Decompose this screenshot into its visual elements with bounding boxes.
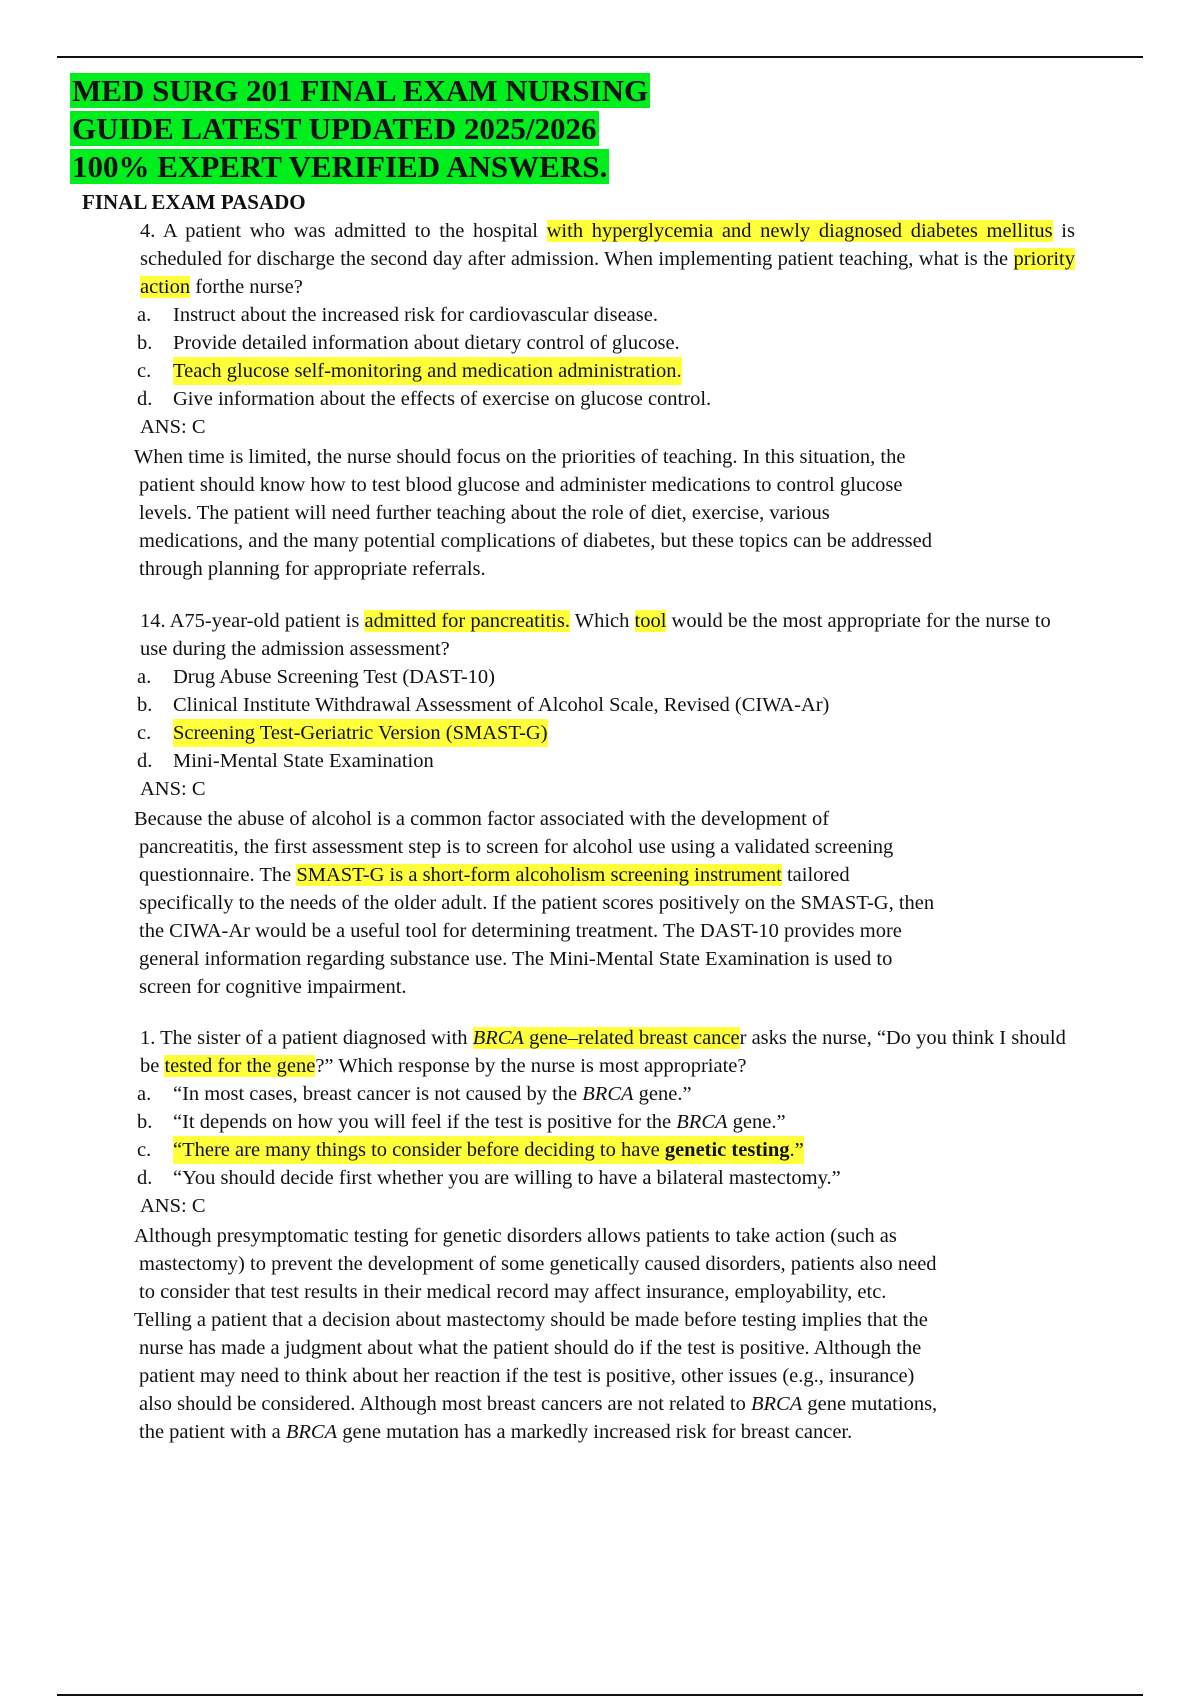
- rationale-line: Although presymptomatic testing for genetic disorders allows patients to take action (such as: [134, 1225, 897, 1247]
- option-text-correct: [173, 1136, 804, 1164]
- answer-options: [137, 1080, 1075, 1192]
- rationale-line: the CIWA-Ar would be a useful tool for determining treatment. The DAST-10 provides more: [139, 920, 902, 942]
- stem-highlight: [473, 1027, 740, 1049]
- option-text: [173, 1080, 692, 1108]
- option-letter: c.: [137, 1139, 152, 1161]
- answer-key: ANS: C: [140, 1195, 206, 1217]
- option-text: Give information about the effects of exercise on glucose control.: [173, 388, 712, 410]
- bottom-rule: [57, 1694, 1143, 1696]
- option-a: [137, 1080, 1075, 1108]
- option-text: Instruct about the increased risk for cardiovascular disease.: [173, 304, 658, 326]
- question-1: [134, 1024, 1075, 1446]
- option-text-part: “There are many things to consider before deciding to have: [173, 1139, 665, 1161]
- rationale-line: medications, and the many potential complications of diabetes, but these topics can be addressed: [139, 530, 933, 552]
- stem-highlight: tested for the gene: [164, 1055, 316, 1077]
- rationale-line: through planning for appropriate referrals.: [139, 558, 486, 580]
- option-italic: BRCA: [676, 1111, 728, 1133]
- rationale-text: the patient with a: [139, 1421, 286, 1443]
- option-letter: c.: [137, 722, 152, 744]
- stem-highlight-text: gene–related breast cance: [523, 1027, 740, 1049]
- stem-highlight: tool: [634, 610, 667, 632]
- rationale-italic: BRCA: [750, 1393, 803, 1415]
- option-text: “You should decide first whether you are willing to have a bilateral mastectomy.”: [173, 1167, 841, 1189]
- stem-text: 14. A75-year-old patient is: [140, 610, 365, 632]
- rationale-line: When time is limited, the nurse should focus on the priorities of teaching. In this situation, the: [134, 446, 906, 468]
- option-text-part: gene.”: [633, 1083, 692, 1105]
- rationale-text: also should be considered. Although most breast cancers are not related to: [139, 1393, 751, 1415]
- option-text-correct: Teach glucose self-monitoring and medication administration.: [173, 357, 682, 385]
- option-text: Clinical Institute Withdrawal Assessment of Alcohol Scale, Revised (CIWA-Ar): [173, 694, 830, 716]
- rationale-line: nurse has made a judgment about what the patient should do if the test is positive. Although the: [139, 1337, 922, 1359]
- option-text-correct: Screening Test-Geriatric Version (SMAST-G): [173, 719, 548, 747]
- rationale-line: Because the abuse of alcohol is a common factor associated with the development of: [134, 808, 830, 830]
- stem-text: r asks the nurse, “Do you think I should be: [140, 1027, 1066, 1077]
- option-b: [137, 329, 1075, 357]
- option-text: Provide detailed information about dietary control of glucose.: [173, 332, 680, 354]
- answer-options: [137, 301, 1075, 413]
- option-b: [137, 691, 1075, 719]
- rationale-highlight: SMAST-G is a short-form alcoholism screening instrument: [296, 864, 782, 886]
- rationale-line: Telling a patient that a decision about mastectomy should be made before testing implies that the: [134, 1309, 928, 1331]
- option-a: [137, 663, 1075, 691]
- rationale-line: screen for cognitive impairment.: [139, 976, 407, 998]
- option-letter: d.: [137, 388, 153, 410]
- option-letter: a.: [137, 1083, 152, 1105]
- option-c: [137, 719, 1075, 747]
- document-title: [70, 72, 650, 186]
- rationale-line: [134, 1390, 1075, 1418]
- option-text: [173, 1108, 786, 1136]
- rationale-line: mastectomy) to prevent the development of some genetically caused disorders, patients also need: [139, 1253, 937, 1275]
- stem-text: 1. The sister of a patient diagnosed with: [140, 1027, 473, 1049]
- stem-highlight: with hyperglycemia and newly diagnosed diabetes mellitus: [546, 220, 1053, 242]
- option-letter: a.: [137, 666, 152, 688]
- question-stem: [140, 1024, 1075, 1080]
- document-subtitle: FINAL EXAM PASADO: [82, 190, 306, 214]
- option-d: [137, 385, 1075, 413]
- question-stem: [140, 217, 1075, 301]
- stem-highlight: admitted for pancreatitis.: [364, 610, 570, 632]
- rationale-text: gene mutation has a markedly increased risk for breast cancer.: [337, 1421, 853, 1443]
- option-text: Drug Abuse Screening Test (DAST-10): [173, 666, 495, 688]
- option-letter: b.: [137, 332, 153, 354]
- option-letter: b.: [137, 1111, 153, 1133]
- rationale-line: general information regarding substance use. The Mini-Mental State Examination is used to: [139, 948, 893, 970]
- option-c: [137, 357, 1075, 385]
- option-text: Mini-Mental State Examination: [173, 750, 434, 772]
- stem-text: is scheduled for discharge the second day after admission. When implementing patient teaching, what is the: [140, 220, 1075, 270]
- rationale-line: pancreatitis, the first assessment step is to screen for alcohol use using a validated screening: [139, 836, 894, 858]
- option-italic: BRCA: [582, 1083, 634, 1105]
- stem-text: would be the most appropriate for the nurse to use during the admission assessment?: [140, 610, 1051, 660]
- stem-text: Which: [569, 610, 635, 632]
- option-text-part: “In most cases, breast cancer is not caused by the: [173, 1083, 583, 1105]
- stem-italic: BRCA: [472, 1027, 524, 1049]
- stem-text: ?” Which response by the nurse is most appropriate?: [315, 1055, 747, 1077]
- rationale-italic: BRCA: [285, 1421, 338, 1443]
- option-letter: d.: [137, 1167, 153, 1189]
- question-14: [134, 607, 1075, 1001]
- option-c: [137, 1136, 1075, 1164]
- question-4: [134, 217, 1075, 583]
- question-stem: [140, 607, 1075, 663]
- rationale-text: tailored: [781, 864, 850, 886]
- answer-key: ANS: C: [140, 416, 206, 438]
- title-line-3: 100% EXPERT VERIFIED ANSWERS.: [72, 149, 608, 184]
- option-b: [137, 1108, 1075, 1136]
- rationale-line: to consider that test results in their medical record may affect insurance, employability, etc.: [139, 1281, 887, 1303]
- answer-key: ANS: C: [140, 778, 206, 800]
- option-text-part: gene.”: [727, 1111, 786, 1133]
- option-letter: c.: [137, 360, 152, 382]
- title-line-2: GUIDE LATEST UPDATED 2025/2026: [72, 111, 597, 146]
- rationale: [134, 443, 1075, 583]
- rationale-line: patient may need to think about her reaction if the test is positive, other issues (e.g., insurance): [139, 1365, 915, 1387]
- option-text-part: “It depends on how you will feel if the test is positive for the: [173, 1111, 677, 1133]
- title-line-1: MED SURG 201 FINAL EXAM NURSING: [72, 73, 649, 108]
- rationale-line: levels. The patient will need further teaching about the role of diet, exercise, various: [139, 502, 830, 524]
- rationale-line: [134, 1418, 1075, 1446]
- rationale: [134, 1222, 1075, 1446]
- rationale-line: patient should know how to test blood glucose and administer medications to control glucose: [139, 474, 903, 496]
- stem-text: 4. A patient who was admitted to the hospital: [140, 220, 547, 242]
- option-letter: b.: [137, 694, 153, 716]
- option-letter: d.: [137, 750, 153, 772]
- answer-options: [137, 663, 1075, 775]
- rationale: [134, 805, 1075, 1001]
- stem-text: forthe nurse?: [190, 276, 303, 298]
- rationale-line: specifically to the needs of the older adult. If the patient scores positively on the SMAST-G, then: [139, 892, 935, 914]
- option-text-part: .”: [789, 1139, 804, 1161]
- option-d: [137, 747, 1075, 775]
- rationale-text: questionnaire. The: [139, 864, 297, 886]
- option-d: [137, 1164, 1075, 1192]
- option-bold: genetic testing: [664, 1139, 790, 1161]
- rationale-text: gene mutations,: [802, 1393, 938, 1415]
- stem-highlight: priority action: [140, 248, 1075, 298]
- top-rule: [57, 56, 1143, 58]
- option-a: [137, 301, 1075, 329]
- rationale-line: [134, 861, 1075, 889]
- option-letter: a.: [137, 304, 152, 326]
